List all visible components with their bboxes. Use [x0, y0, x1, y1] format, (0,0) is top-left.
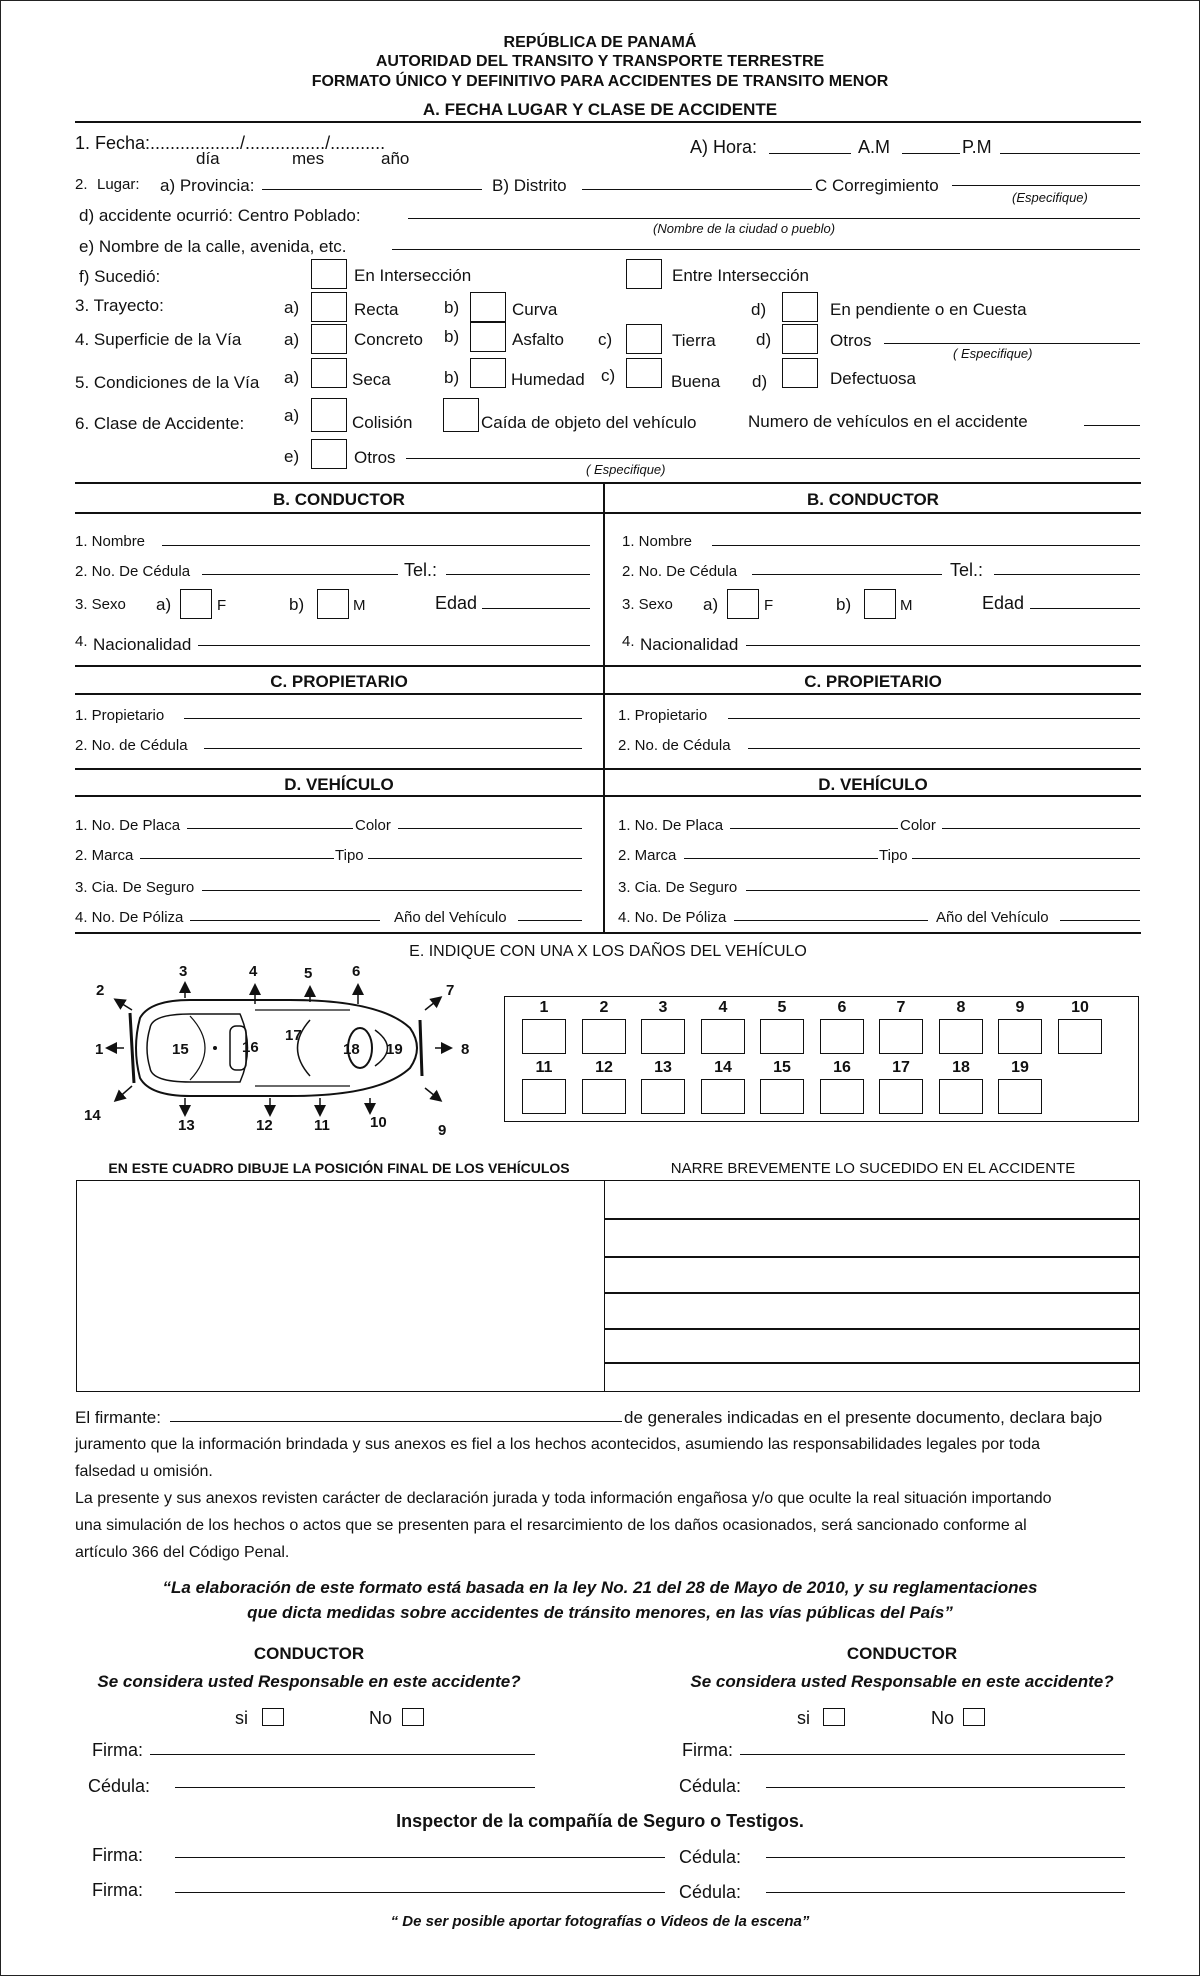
damage-checkbox[interactable]	[998, 1019, 1042, 1054]
inspector-cedula-field-2[interactable]	[766, 1892, 1125, 1893]
car-label-11: 11	[314, 1117, 330, 1134]
damage-checkbox[interactable]	[820, 1019, 864, 1054]
damage-grid-label: 9	[1015, 999, 1025, 1016]
clase-accidente-label: 6. Clase de Accidente:	[75, 414, 245, 433]
declaracion-l4: La presente y sus anexos revisten carácter de declaración jurada y toda información engañosa y/o que oculte la real situación importando	[75, 1490, 1052, 1507]
header-formato: FORMATO ÚNICO Y DEFINITIVO PARA ACCIDENTES DE TRANSITO MENOR	[311, 73, 889, 90]
ley-line-2: que dicta medidas sobre accidentes de tránsito menores, en las vías públicas del País”	[247, 1603, 953, 1622]
inspector-firma-label-2: Firma:	[92, 1880, 143, 1900]
section-c-title-rule	[75, 693, 1141, 695]
section-a-title: A. FECHA LUGAR Y CLASE DE ACCIDENTE	[422, 100, 778, 119]
corregimiento-field[interactable]	[952, 185, 1140, 186]
conductor1-tel-field[interactable]	[446, 574, 590, 575]
distrito-label: B) Distrito	[492, 176, 567, 195]
declaracion-l2: juramento que la información brindada y sus anexos es fiel a los hechos acontecidos, asumiendo las responsabilidades legales por toda	[75, 1436, 1041, 1453]
firma-field-2[interactable]	[740, 1754, 1125, 1755]
condiciones-opt-d: d)	[752, 372, 768, 391]
distrito-field[interactable]	[582, 189, 812, 190]
conductor1-nacionalidad-num: 4.	[75, 633, 88, 650]
inspector-firma-field-1[interactable]	[175, 1857, 665, 1858]
vehiculo2-marca-label: 2. Marca	[618, 847, 677, 864]
especifique-superficie: ( Especifique)	[953, 346, 1033, 361]
section-b-title-rule	[75, 512, 1141, 514]
damage-grid-label: 11	[535, 1059, 553, 1076]
danos-title: E. INDIQUE CON UNA X LOS DAÑOS DEL VEHÍCULO	[409, 943, 807, 960]
conductor1-sexo-m-checkbox[interactable]	[317, 589, 349, 619]
conductor1-nacionalidad-label: Nacionalidad	[93, 635, 192, 654]
superficie-opt-a: a)	[284, 330, 300, 349]
calle-label: e) Nombre de la calle, avenida, etc.	[79, 237, 347, 256]
seca-checkbox[interactable]	[311, 358, 347, 388]
damage-grid-label: 16	[833, 1059, 851, 1076]
damage-checkbox[interactable]	[641, 1019, 685, 1054]
conductor2-sexo-f-checkbox[interactable]	[727, 589, 759, 619]
car-label-1: 1	[95, 1041, 104, 1058]
vehiculo1-seguro-label: 3. Cia. De Seguro	[75, 879, 195, 896]
conductor1-edad-field[interactable]	[482, 608, 590, 609]
inspector-cedula-field-1[interactable]	[766, 1857, 1125, 1858]
car-label-2: 2	[96, 982, 105, 999]
trayecto-opt-d: d)	[751, 300, 767, 319]
superficie-opt-d: d)	[756, 330, 772, 349]
conductor2-edad-field[interactable]	[1030, 608, 1140, 609]
damage-grid-label: 5	[777, 999, 787, 1016]
responsable-pregunta-2: Se considera usted Responsable en este accidente?	[690, 1672, 1114, 1691]
car-label-13: 13	[178, 1117, 195, 1134]
fecha-anio: año	[381, 149, 410, 168]
damage-checkbox[interactable]	[522, 1079, 566, 1114]
firma-label-2: Firma:	[682, 1740, 733, 1760]
conductor2-sexo-a: a)	[703, 595, 719, 614]
damage-checkbox[interactable]	[1058, 1019, 1102, 1054]
damage-grid-label: 12	[595, 1059, 613, 1076]
header-autoridad: AUTORIDAD DEL TRANSITO Y TRANSPORTE TERRESTRE	[375, 53, 825, 70]
no-label-2: No	[931, 1708, 955, 1728]
damage-checkbox[interactable]	[582, 1019, 626, 1054]
caida-objeto-label: Caída de objeto del vehículo	[481, 413, 697, 432]
footer-note: “ De ser posible aportar fotografías o Videos de la escena”	[390, 1913, 810, 1930]
si-label-1: si	[235, 1708, 248, 1728]
conductor-title-left: B. CONDUCTOR	[273, 490, 405, 509]
num-vehiculos-label: Numero de vehículos en el accidente	[748, 412, 1028, 431]
damage-checkbox[interactable]	[522, 1019, 566, 1054]
damage-checkbox[interactable]	[701, 1019, 745, 1054]
damage-checkbox[interactable]	[879, 1079, 923, 1114]
firma-field-1[interactable]	[150, 1754, 535, 1755]
conductor1-sexo-a: a)	[156, 595, 172, 614]
pm-field[interactable]	[1000, 153, 1140, 154]
section-a-rule	[75, 121, 1141, 123]
propietario1-cedula-label: 2. No. de Cédula	[75, 737, 188, 754]
conductor2-tel-label: Tel.:	[950, 560, 984, 580]
damage-grid-label: 3	[658, 999, 668, 1016]
vehiculo1-seguro-field[interactable]	[202, 890, 582, 891]
car-label-6: 6	[352, 963, 361, 980]
dibujo-area[interactable]	[76, 1180, 605, 1392]
car-label-18: 18	[343, 1041, 360, 1058]
car-label-15: 15	[172, 1041, 189, 1058]
damage-checkbox[interactable]	[820, 1079, 864, 1114]
propietario1-field[interactable]	[184, 718, 582, 719]
cedula-field-2[interactable]	[766, 1787, 1125, 1788]
declaracion-l1b: de generales indicadas en el presente documento, declara bajo	[624, 1408, 1103, 1427]
caida-objeto-checkbox[interactable]	[443, 398, 479, 432]
conductor1-cedula-label: 2. No. De Cédula	[75, 563, 191, 580]
no-checkbox-1[interactable]	[402, 1708, 424, 1726]
inspector-title: Inspector de la compañía de Seguro o Testigos.	[396, 1811, 804, 1831]
seca-label: Seca	[352, 370, 391, 389]
entre-interseccion-label: Entre Intersección	[672, 266, 810, 285]
conductor2-nombre-field[interactable]	[712, 545, 1140, 546]
no-checkbox-2[interactable]	[963, 1708, 985, 1726]
vehiculo1-tipo-field[interactable]	[368, 858, 582, 859]
section-d-top-rule	[75, 768, 1141, 770]
fecha-label: 1. Fecha:................../................/...........	[75, 133, 386, 153]
centro-poblado-label: d) accidente ocurrió: Centro Poblado:	[79, 206, 361, 225]
otros-clase-field[interactable]	[406, 458, 1140, 459]
propietario1-cedula-field[interactable]	[204, 748, 582, 749]
otros-clase-checkbox[interactable]	[311, 439, 347, 469]
inspector-firma-label-1: Firma:	[92, 1845, 143, 1865]
damage-grid-label: 1	[539, 999, 549, 1016]
conductor1-tel-label: Tel.:	[404, 560, 438, 580]
narre-line-2	[604, 1256, 1140, 1258]
tierra-label: Tierra	[672, 331, 716, 350]
conductor2-cedula-label: 2. No. De Cédula	[622, 563, 738, 580]
otros-superficie-label: Otros	[830, 331, 872, 350]
vehiculo-title-left: D. VEHÍCULO	[284, 775, 394, 794]
vehiculo1-anio-field[interactable]	[518, 920, 582, 921]
car-label-9: 9	[438, 1122, 447, 1138]
si-checkbox-2[interactable]	[823, 1708, 845, 1726]
superficie-opt-b: b)	[444, 327, 460, 346]
declaracion-l3: falsedad u omisión.	[75, 1463, 213, 1480]
clase-opt-e: e)	[284, 447, 300, 466]
damage-checkbox[interactable]	[760, 1079, 804, 1114]
propietario-title-right: C. PROPIETARIO	[804, 672, 942, 691]
car-label-4: 4	[249, 963, 258, 980]
fecha-dia: día	[196, 149, 220, 168]
conductor2-nacionalidad-num: 4.	[622, 633, 635, 650]
vehiculo1-marca-label: 2. Marca	[75, 847, 134, 864]
trayecto-opt-a: a)	[284, 298, 300, 317]
narre-line-4	[604, 1328, 1140, 1330]
damage-checkbox[interactable]	[939, 1019, 983, 1054]
sucedio-label: f) Sucedió:	[79, 267, 161, 286]
vehiculo2-color-label: Color	[900, 817, 936, 834]
hora-pm: P.M	[962, 137, 992, 157]
conductor2-nacionalidad-label: Nacionalidad	[640, 635, 739, 654]
firma-conductor1-title: CONDUCTOR	[253, 1644, 365, 1663]
ley-line-1: “La elaboración de este formato está basada en la ley No. 21 del 28 de Mayo de 2010, y su reglamentaciones	[162, 1578, 1038, 1597]
vehiculo2-placa-label: 1. No. De Placa	[618, 817, 724, 834]
damage-grid-label: 17	[892, 1059, 910, 1076]
car-label-12: 12	[256, 1117, 273, 1134]
inspector-cedula-label-1: Cédula:	[679, 1847, 742, 1867]
conductor1-cedula-field[interactable]	[202, 574, 398, 575]
en-interseccion-checkbox[interactable]	[311, 259, 347, 289]
narre-line-1	[604, 1218, 1140, 1220]
vehiculo1-color-label: Color	[355, 817, 391, 834]
car-label-19: 19	[386, 1041, 403, 1058]
conductor2-sexo-b: b)	[836, 595, 852, 614]
condiciones-opt-a: a)	[284, 368, 300, 387]
conductor-title-right: B. CONDUCTOR	[807, 490, 939, 509]
damage-checkbox[interactable]	[879, 1019, 923, 1054]
am-field[interactable]	[902, 153, 960, 154]
section-d-bottom-rule	[75, 932, 1141, 934]
curva-checkbox[interactable]	[470, 292, 506, 322]
corregimiento-label: C Corregimiento	[815, 176, 939, 195]
propietario2-cedula-field[interactable]	[748, 748, 1140, 749]
recta-checkbox[interactable]	[311, 292, 347, 322]
hora-label: A) Hora:	[690, 137, 758, 157]
entre-interseccion-checkbox[interactable]	[626, 259, 662, 289]
damage-grid-label: 13	[654, 1059, 672, 1076]
car-diagram	[80, 958, 480, 1138]
curva-label: Curva	[512, 300, 558, 319]
conductor2-nombre-label: 1. Nombre	[622, 533, 693, 550]
buena-label: Buena	[671, 372, 721, 391]
conductor1-sexo-b: b)	[289, 595, 305, 614]
vehiculo2-placa-field[interactable]	[730, 828, 898, 829]
asfalto-checkbox[interactable]	[470, 322, 506, 352]
damage-grid-label: 15	[773, 1059, 791, 1076]
vehiculo2-seguro-label: 3. Cia. De Seguro	[618, 879, 738, 896]
superficie-label: 4. Superficie de la Vía	[75, 330, 242, 349]
clase-opt-a: a)	[284, 406, 300, 425]
firma-conductor2-title: CONDUCTOR	[846, 1644, 958, 1663]
propietario1-label: 1. Propietario	[75, 707, 165, 724]
header-republica: REPÚBLICA DE PANAMÁ	[503, 34, 697, 51]
car-label-5: 5	[304, 965, 313, 982]
si-checkbox-1[interactable]	[262, 1708, 284, 1726]
otros-superficie-checkbox[interactable]	[782, 324, 818, 354]
colision-label: Colisión	[352, 413, 413, 432]
otros-superficie-field[interactable]	[884, 343, 1140, 344]
centro-poblado-field[interactable]	[408, 218, 1140, 219]
firmante-label: El firmante:	[75, 1408, 161, 1427]
provincia-field[interactable]	[262, 189, 482, 190]
otros-clase-label: Otros	[354, 448, 396, 467]
car-label-7: 7	[446, 982, 455, 999]
vehiculo2-marca-field[interactable]	[684, 858, 878, 859]
especifique-corregimiento: (Especifique)	[1012, 190, 1088, 205]
trayecto-label: 3. Trayecto:	[75, 296, 164, 315]
condiciones-label: 5. Condiciones de la Vía	[75, 373, 260, 392]
cedula-field-1[interactable]	[175, 1787, 535, 1788]
recta-label: Recta	[354, 300, 399, 319]
section-c-top-rule	[75, 665, 1141, 667]
hora-am: A.M	[858, 137, 891, 157]
firmante-field[interactable]	[170, 1421, 622, 1422]
num-vehiculos-field[interactable]	[1084, 425, 1140, 426]
narre-line-5	[604, 1362, 1140, 1364]
vehiculo1-poliza-label: 4. No. De Póliza	[75, 909, 184, 926]
calle-field[interactable]	[392, 249, 1140, 250]
car-label-8: 8	[461, 1041, 470, 1058]
damage-grid-label: 7	[896, 999, 906, 1016]
narre-title: NARRE BREVEMENTE LO SUCEDIDO EN EL ACCIDENTE	[670, 1160, 1076, 1177]
especifique-clase: ( Especifique)	[586, 462, 666, 477]
conductor1-nombre-label: 1. Nombre	[75, 533, 146, 550]
car-label-17: 17	[285, 1027, 302, 1044]
propietario2-field[interactable]	[728, 718, 1140, 719]
conductor2-sexo-label: 3. Sexo	[622, 596, 673, 613]
buena-checkbox[interactable]	[626, 358, 662, 388]
tierra-checkbox[interactable]	[626, 324, 662, 354]
defectuosa-label: Defectuosa	[830, 369, 916, 388]
conductor1-edad-label: Edad	[435, 593, 478, 613]
damage-grid-label: 14	[714, 1059, 732, 1076]
lugar-num: 2.	[75, 176, 88, 193]
car-label-14: 14	[84, 1107, 101, 1124]
nombre-ciudad-hint: (Nombre de la ciudad o pueblo)	[653, 221, 836, 236]
en-interseccion-label: En Intersección	[354, 266, 472, 285]
narre-line-3	[604, 1292, 1140, 1294]
vehiculo1-marca-field[interactable]	[140, 858, 334, 859]
vehiculo-title-right: D. VEHÍCULO	[818, 775, 928, 794]
inspector-firma-field-2[interactable]	[175, 1892, 665, 1893]
conductor1-sexo-f-label: F	[217, 597, 227, 614]
trayecto-opt-b: b)	[444, 298, 460, 317]
section-d-title-rule	[75, 795, 1141, 797]
conductor1-sexo-f-checkbox[interactable]	[180, 589, 212, 619]
vehiculo2-tipo-field[interactable]	[912, 858, 1140, 859]
conductor2-cedula-field[interactable]	[752, 574, 942, 575]
damage-checkbox[interactable]	[998, 1079, 1042, 1114]
humedad-checkbox[interactable]	[470, 358, 506, 388]
vehiculo1-placa-label: 1. No. De Placa	[75, 817, 181, 834]
hora-field[interactable]	[769, 153, 851, 154]
declaracion-l5: una simulación de los hechos o actos que se presenten para el resarcimiento de los daños ocasionados, será sancionado conforme al	[75, 1517, 1027, 1534]
propietario2-cedula-label: 2. No. de Cédula	[618, 737, 731, 754]
pendiente-checkbox[interactable]	[782, 292, 818, 322]
superficie-opt-c: c)	[598, 330, 613, 349]
car-label-10: 10	[370, 1114, 387, 1131]
damage-checkbox[interactable]	[939, 1079, 983, 1114]
damage-grid-label: 6	[837, 999, 847, 1016]
defectuosa-checkbox[interactable]	[782, 358, 818, 388]
asfalto-label: Asfalto	[512, 330, 564, 349]
fecha-mes: mes	[292, 149, 325, 168]
vehiculo1-placa-field[interactable]	[187, 828, 353, 829]
section-b-top-rule	[75, 482, 1141, 484]
damage-checkbox[interactable]	[641, 1079, 685, 1114]
conductor1-nacionalidad-field[interactable]	[198, 645, 590, 646]
center-divider	[603, 482, 605, 934]
car-label-16: 16	[242, 1039, 259, 1056]
vehiculo2-color-field[interactable]	[942, 828, 1140, 829]
vehiculo1-anio-label: Año del Vehículo	[394, 909, 507, 926]
damage-grid-label: 19	[1011, 1059, 1029, 1076]
damage-grid-label: 10	[1071, 999, 1089, 1016]
conductor2-tel-field[interactable]	[994, 574, 1140, 575]
pendiente-label: En pendiente o en Cuesta	[830, 300, 1027, 319]
conductor2-sexo-m-label: M	[900, 597, 913, 614]
lugar-label: Lugar:	[97, 176, 140, 193]
narre-area[interactable]	[604, 1180, 1140, 1392]
vehiculo2-seguro-field[interactable]	[746, 890, 1140, 891]
damage-grid-label: 4	[718, 999, 728, 1016]
vehiculo2-tipo-label: Tipo	[879, 847, 908, 864]
conductor2-sexo-m-checkbox[interactable]	[864, 589, 896, 619]
concreto-checkbox[interactable]	[311, 324, 347, 354]
conductor1-sexo-label: 3. Sexo	[75, 596, 126, 613]
cedula-label-1: Cédula:	[88, 1776, 151, 1796]
declaracion-l6: artículo 366 del Código Penal.	[75, 1544, 290, 1561]
damage-grid-label: 2	[599, 999, 609, 1016]
humedad-label: Humedad	[511, 370, 585, 389]
conductor2-nacionalidad-field[interactable]	[746, 645, 1140, 646]
vehiculo1-color-field[interactable]	[398, 828, 582, 829]
condiciones-opt-c: c)	[601, 366, 616, 385]
vehiculo1-poliza-field[interactable]	[190, 920, 380, 921]
vehiculo2-poliza-field[interactable]	[734, 920, 928, 921]
damage-checkbox[interactable]	[701, 1079, 745, 1114]
colision-checkbox[interactable]	[311, 398, 347, 432]
conductor1-sexo-m-label: M	[353, 597, 366, 614]
vehiculo1-tipo-label: Tipo	[335, 847, 364, 864]
responsable-pregunta-1: Se considera usted Responsable en este accidente?	[97, 1672, 521, 1691]
si-label-2: si	[797, 1708, 810, 1728]
damage-checkbox[interactable]	[582, 1079, 626, 1114]
propietario-title-left: C. PROPIETARIO	[270, 672, 408, 691]
damage-grid-label: 18	[952, 1059, 970, 1076]
no-label-1: No	[369, 1708, 393, 1728]
car-label-3: 3	[179, 963, 188, 980]
concreto-label: Concreto	[354, 330, 423, 349]
conductor2-edad-label: Edad	[982, 593, 1025, 613]
damage-checkbox[interactable]	[760, 1019, 804, 1054]
conductor2-sexo-f-label: F	[764, 597, 774, 614]
vehiculo2-anio-label: Año del Vehículo	[936, 909, 1049, 926]
vehiculo2-anio-field[interactable]	[1060, 920, 1140, 921]
vehiculo2-poliza-label: 4. No. De Póliza	[618, 909, 727, 926]
conductor1-nombre-field[interactable]	[162, 545, 590, 546]
propietario2-label: 1. Propietario	[618, 707, 708, 724]
inspector-cedula-label-2: Cédula:	[679, 1882, 742, 1902]
cedula-label-2: Cédula:	[679, 1776, 742, 1796]
condiciones-opt-b: b)	[444, 368, 460, 387]
damage-grid-label: 8	[956, 999, 966, 1016]
firma-label-1: Firma:	[92, 1740, 143, 1760]
dibujo-title: EN ESTE CUADRO DIBUJE LA POSICIÓN FINAL DE LOS VEHÍCULOS	[108, 1160, 570, 1176]
provincia-label: a) Provincia:	[160, 176, 255, 195]
